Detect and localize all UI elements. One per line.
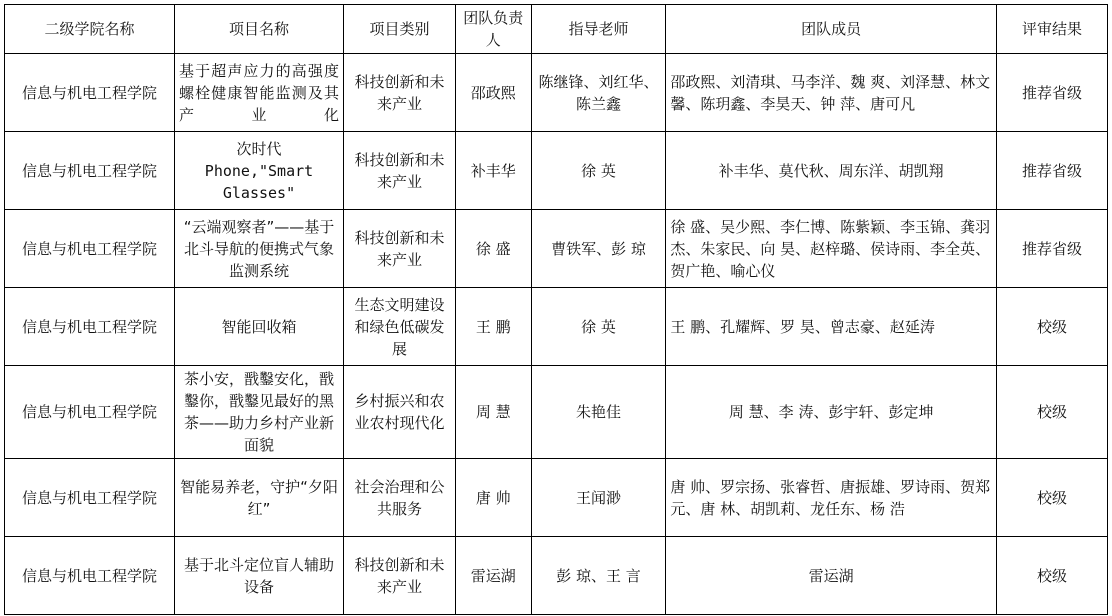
cell-leader: 周 慧 bbox=[455, 366, 531, 459]
cell-project: 次时代 Phone,"Smart Glasses" bbox=[175, 132, 344, 210]
cell-members: 唐 帅、罗宗扬、张睿哲、唐振雄、罗诗雨、贺郑元、唐 林、胡凯莉、龙任东、杨 浩 bbox=[666, 459, 997, 537]
cell-mentor: 朱艳佳 bbox=[531, 366, 666, 459]
cell-members: 补丰华、莫代秋、周东洋、胡凯翔 bbox=[666, 132, 997, 210]
header-members: 团队成员 bbox=[666, 5, 997, 54]
cell-type: 乡村振兴和农业农村现代化 bbox=[343, 366, 455, 459]
cell-result: 校级 bbox=[997, 366, 1108, 459]
cell-members: 周 慧、李 涛、彭宇轩、彭定坤 bbox=[666, 366, 997, 459]
cell-project: 基于超声应力的高强度螺栓健康智能监测及其产业化 bbox=[175, 54, 344, 132]
cell-type: 科技创新和未来产业 bbox=[343, 54, 455, 132]
cell-members: 邵政熙、刘清琪、马李洋、魏 爽、刘泽慧、林文馨、陈玥鑫、李昊天、钟 萍、唐可凡 bbox=[666, 54, 997, 132]
cell-college: 信息与机电工程学院 bbox=[5, 210, 175, 288]
cell-college: 信息与机电工程学院 bbox=[5, 132, 175, 210]
table-row bbox=[5, 366, 1108, 459]
header-result: 评审结果 bbox=[997, 5, 1108, 54]
cell-members: 雷运湖 bbox=[666, 537, 997, 615]
cell-leader: 补丰华 bbox=[455, 132, 531, 210]
cell-leader: 雷运湖 bbox=[455, 537, 531, 615]
header-row bbox=[5, 5, 1108, 54]
cell-members: 徐 盛、吴少熙、李仁博、陈紫颖、李玉锦、龚羽杰、朱家民、向 昊、赵梓璐、侯诗雨、李全英、贺广艳、喻心仪 bbox=[666, 210, 997, 288]
cell-college: 信息与机电工程学院 bbox=[5, 537, 175, 615]
cell-leader: 唐 帅 bbox=[455, 459, 531, 537]
header-project: 项目名称 bbox=[175, 5, 344, 54]
cell-college: 信息与机电工程学院 bbox=[5, 459, 175, 537]
cell-project: 智能易养老，守护“夕阳红” bbox=[175, 459, 344, 537]
header-mentor: 指导老师 bbox=[531, 5, 666, 54]
cell-leader: 邵政熙 bbox=[455, 54, 531, 132]
cell-project: 茶小安，戬鑿安化，戬鑿你，戬鑿见最好的黑茶——助力乡村产业新面貌 bbox=[175, 366, 344, 459]
cell-type: 科技创新和未来产业 bbox=[343, 537, 455, 615]
table-row bbox=[5, 132, 1108, 210]
cell-mentor: 曹铁军、彭 琼 bbox=[531, 210, 666, 288]
cell-members: 王 鹏、孔耀辉、罗 昊、曾志豪、赵延涛 bbox=[666, 288, 997, 366]
table-row bbox=[5, 459, 1108, 537]
cell-leader: 王 鹏 bbox=[455, 288, 531, 366]
cell-mentor: 彭 琼、王 言 bbox=[531, 537, 666, 615]
cell-result: 推荐省级 bbox=[997, 54, 1108, 132]
cell-mentor: 徐 英 bbox=[531, 132, 666, 210]
cell-project: 智能回收箱 bbox=[175, 288, 344, 366]
cell-result: 校级 bbox=[997, 288, 1108, 366]
cell-college: 信息与机电工程学院 bbox=[5, 54, 175, 132]
cell-type: 社会治理和公共服务 bbox=[343, 459, 455, 537]
cell-college: 信息与机电工程学院 bbox=[5, 366, 175, 459]
cell-project: 基于北斗定位盲人辅助设备 bbox=[175, 537, 344, 615]
cell-type: 科技创新和未来产业 bbox=[343, 132, 455, 210]
cell-result: 校级 bbox=[997, 537, 1108, 615]
cell-college: 信息与机电工程学院 bbox=[5, 288, 175, 366]
cell-type: 科技创新和未来产业 bbox=[343, 210, 455, 288]
cell-type: 生态文明建设和绿色低碳发展 bbox=[343, 288, 455, 366]
cell-project: “云端观察者”——基于北斗导航的便携式气象监测系统 bbox=[175, 210, 344, 288]
header-college: 二级学院名称 bbox=[5, 5, 175, 54]
table-row bbox=[5, 288, 1108, 366]
cell-leader: 徐 盛 bbox=[455, 210, 531, 288]
cell-mentor: 陈继锋、刘红华、陈兰鑫 bbox=[531, 54, 666, 132]
cell-mentor: 王闻渺 bbox=[531, 459, 666, 537]
cell-result: 推荐省级 bbox=[997, 132, 1108, 210]
table-row bbox=[5, 537, 1108, 615]
cell-mentor: 徐 英 bbox=[531, 288, 666, 366]
table-row bbox=[5, 54, 1108, 132]
project-review-table bbox=[4, 4, 1108, 615]
table-row bbox=[5, 210, 1108, 288]
header-type: 项目类别 bbox=[343, 5, 455, 54]
cell-result: 校级 bbox=[997, 459, 1108, 537]
cell-result: 推荐省级 bbox=[997, 210, 1108, 288]
header-leader: 团队负责人 bbox=[455, 5, 531, 54]
